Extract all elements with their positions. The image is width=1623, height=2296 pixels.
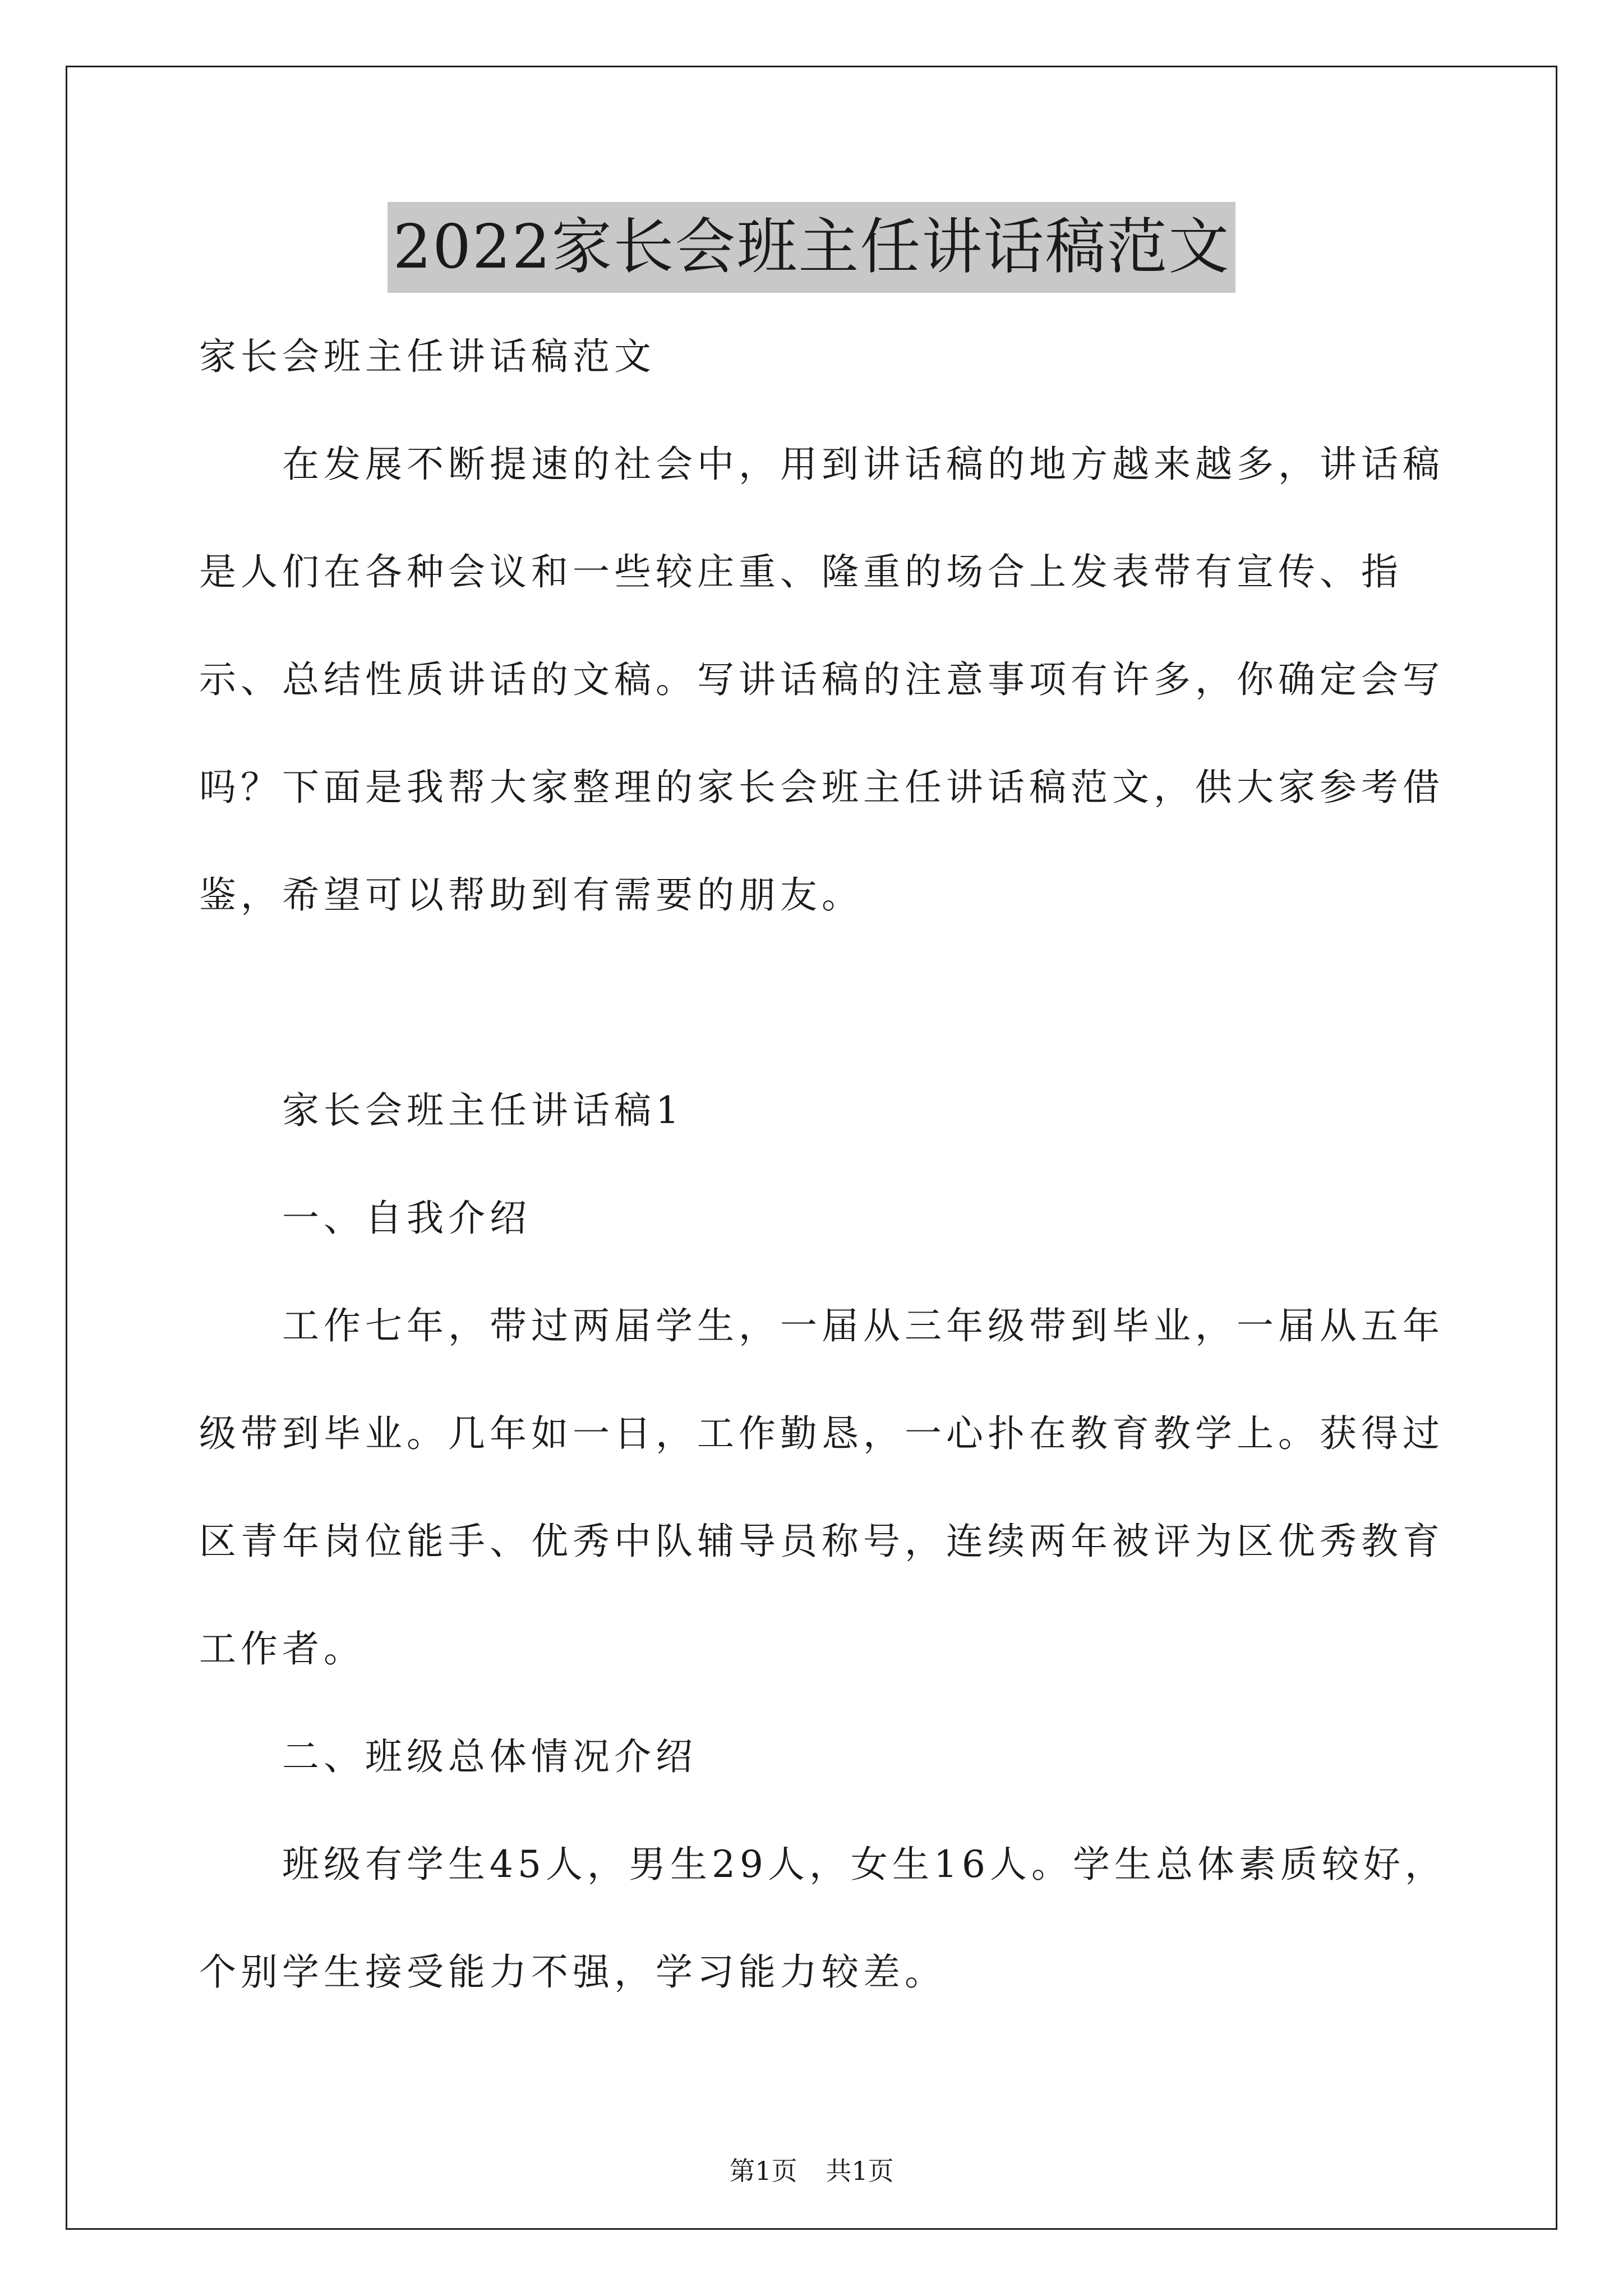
part2-heading: 二、班级总体情况介绍: [282, 1735, 697, 1778]
document-title: 2022家长会班主任讲话稿范文: [388, 202, 1236, 293]
section-heading: 家长会班主任讲话稿1: [282, 1089, 684, 1132]
paragraph-gap: [199, 949, 1472, 1057]
page-number-current: 第1页: [729, 2156, 797, 2186]
part2-paragraph: 班级有学生45人，男生29人，女生16人。学生总体素质较好，个别学生接受能力不强，学习能力较差。: [199, 1843, 1446, 1994]
part1-heading: 一、自我介绍: [282, 1197, 531, 1240]
document-body: [199, 303, 1472, 2026]
document-subtitle: 家长会班主任讲话稿范文: [199, 335, 656, 378]
page-number-total: 共1页: [826, 2156, 894, 2186]
page-footer: [0, 2154, 1623, 2188]
part1-paragraph: 工作七年，带过两届学生，一届从三年级带到毕业，一届从五年级带到毕业。几年如一日，工作勤恳，一心扑在教育教学上。获得过区青年岗位能手、优秀中队辅导员称号，连续两年被评为区优秀教育工作者。: [199, 1304, 1444, 1671]
intro-paragraph: 在发展不断提速的社会中，用到讲话稿的地方越来越多，讲话稿是人们在各种会议和一些较庄重、隆重的场合上发表带有宣传、指示、总结性质讲话的文稿。写讲话稿的注意事项有许多，你确定会写吗？下面是我帮大家整理的家长会班主任讲话稿范文，供大家参考借鉴，希望可以帮助到有需要的朋友。: [199, 443, 1444, 917]
title-container: [0, 202, 1623, 293]
